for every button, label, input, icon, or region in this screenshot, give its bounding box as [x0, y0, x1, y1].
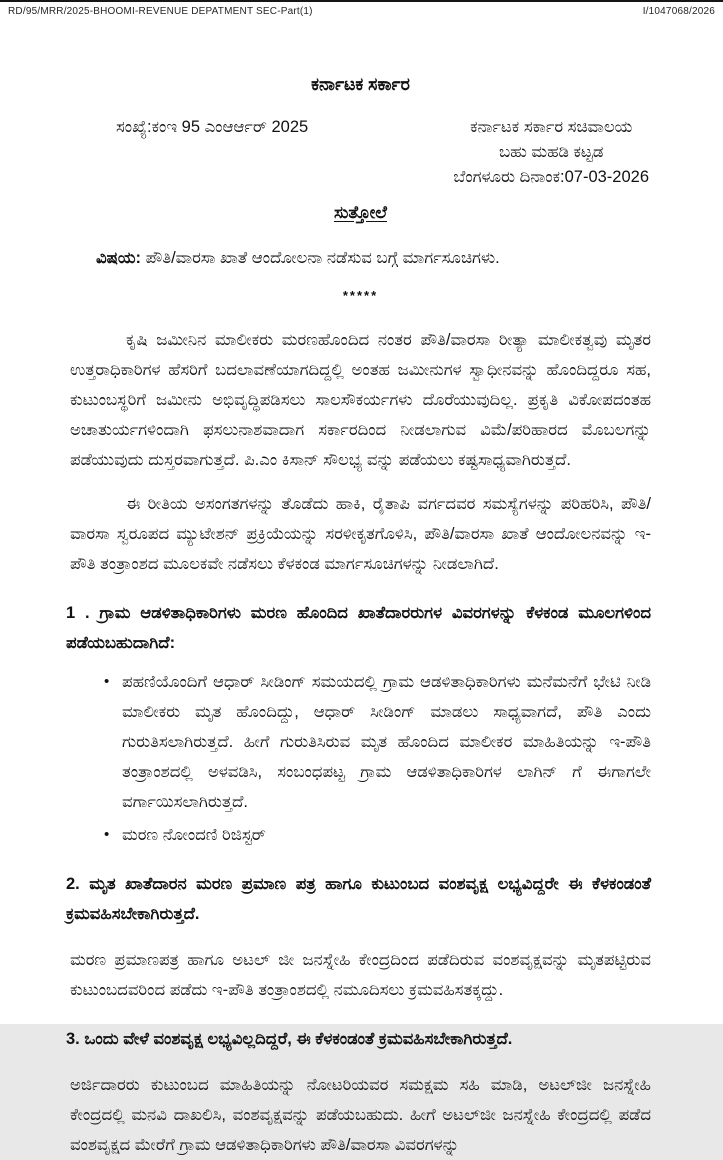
separator-stars: *****: [342, 288, 379, 303]
section-3-paragraph: ಅರ್ಜಿದಾರರು ಕುಟುಂಬದ ಮಾಹಿತಿಯನ್ನು ನೋಟರಿಯವರ ಸಮಕ್ಷಮ ಸಹಿ ಮಾಡಿ, ಅಟಲ್‌ಜೀ ಜನಸ್ನೇಹಿ ಕೇಂದ್ರದಲ್ಲಿ ಮನವಿ ದಾಖಲಿಸಿ, ವಂಶವೃಕ್ಷವನ್ನು ಪಡೆಯಬಹುದು. ಹೀಗೆ ಅಟಲ್‌ಜೀ ಜನಸ್ನೇಹಿ ಕೇಂದ್ರದಲ್ಲಿ ಪಡೆದ ವಂಶವೃಕ್ಷದ ಮೇರೆಗೆ ಗ್ರಾಮ ಆಡಳಿತಾಧಿಕಾರಿಗಳು ಪೌತಿ/ವಾರಸಾ ವಿವರಗಳನ್ನು: [70, 1076, 651, 1154]
subject-label: ವಿಷಯ:: [96, 249, 142, 267]
circular-number: ಸಂಖ್ಯೆ:ಕಂಇ 95 ಎಂಆರ್ಆರ್ 2025: [116, 118, 309, 136]
section-1-bullet-list: [70, 667, 651, 850]
office-line-2: ಬಹು ಮಹಡಿ ಕಟ್ಟಡ: [498, 143, 604, 161]
section-2-heading: 2. ಮೃತ ಖಾತೆದಾರನ ಮರಣ ಪ್ರಮಾಣ ಪತ್ರ ಹಾಗೂ ಕುಟುಂಬದ ವಂಶವೃಕ್ಷ ಲಭ್ಯವಿದ್ದರೇ ಈ ಕೆಳಕಂಡಂತೆ ಕ್ರಮವಹಿಸಬೇಕಾಗಿರುತ್ತದೆ.: [66, 875, 651, 923]
office-address-block: [453, 115, 651, 190]
letterhead-meta-row: [70, 115, 651, 190]
subject-line: [70, 243, 651, 273]
document-header-row: [0, 2, 723, 17]
section-3-heading: 3. ಒಂದು ವೇಳೆ ವಂಶವೃಕ್ಷ ಲಭ್ಯವಿಲ್ಲದಿದ್ದರೆ, ಈ ಕೆಳಕಂಡಂತೆ ಕ್ರಮವಹಿಸಬೇಕಾಗಿರುತ್ತದೆ.: [66, 1030, 513, 1048]
document-type-heading: ಸುತ್ತೋಲೆ: [333, 203, 387, 222]
paragraph-1: ಕೃಷಿ ಜಮೀನಿನ ಮಾಲೀಕರು ಮರಣಹೊಂದಿದ ನಂತರ ಪೌತಿ/ವಾರಸಾ ರೀತ್ಯಾ ಮಾಲೀಕತ್ವವು ಮೃತರ ಉತ್ತರಾಧಿಕಾರಿಗಳ ಹೆಸರಿಗೆ ಬದಲಾವಣೆಯಾಗದಿದ್ದಲ್ಲಿ ಅಂತಹ ಜಮೀನುಗಳ ಸ್ವಾಧೀನವನ್ನು ಹೊಂದಿದ್ದರೂ ಸಹ, ಕುಟುಂಬಸ್ಥರಿಗೆ ಜಮೀನು ಅಭಿವೃದ್ಧಿಪಡಿಸಲು ಸಾಲಸೌಕರ್ಯಗಳು ದೊರೆಯುವುದಿಲ್ಲ. ಪ್ರಕೃತಿ ವಿಕೋಪದಂತಹ ಅಚಾತುರ್ಯಗಳಿಂದಾಗಿ ಫಸಲುನಾಶವಾದಾಗ ಸರ್ಕಾರದಿಂದ ನೀಡಲಾಗುವ ವಿಮೆ/ಪರಿಹಾರದ ಮೊಬಲಗನ್ನು ಪಡೆಯುವುದು ದುಸ್ತರವಾಗುತ್ತದೆ. ಪಿ.ಎಂ ಕಿಸಾನ್ ಸೌಲಭ್ಯ ವನ್ನು ಪಡೆಯಲು ಕಷ್ಟಸಾಧ್ಯವಾಗಿರುತ್ತದೆ.: [70, 331, 651, 469]
paragraph-2: ಈ ರೀತಿಯ ಅಸಂಗತಗಳನ್ನು ತೊಡೆದು ಹಾಕಿ, ರೈತಾಪಿ ವರ್ಗದವರ ಸಮಸ್ಯೆಗಳನ್ನು ಪರಿಹರಿಸಿ, ಪೌತಿ/ವಾರಸಾ ಸ್ವರೂಪದ ಮ್ಯುಟೇಶನ್ ಪ್ರಕ್ರಿಯೆಯನ್ನು ಸರಳೀಕೃತಗೊಳಿಸಿ, ಪೌತಿ/ವಾರಸಾ ಖಾತೆ ಆಂದೋಲನವನ್ನು ಇ-ಪೌತಿ ತಂತ್ರಾಂಶದ ಮೂಲಕವೇ ನಡೆಸಲು ಕೆಳಕಂಡ ಮಾರ್ಗಸೂಚಿಗಳನ್ನು ನೀಡಲಾಗಿದೆ.: [70, 495, 651, 573]
file-reference: RD/95/MRR/2025-BHOOMI-REVENUE DEPATMENT SEC-Part(1): [8, 6, 313, 17]
section-1-heading: 1 . ಗ್ರಾಮ ಆಡಳಿತಾಧಿಕಾರಿಗಳು ಮರಣ ಹೊಂದಿದ ಖಾತೆದಾರರುಗಳ ವಿವರಗಳನ್ನು ಕೆಳಕಂಡ ಮೂಲಗಳಿಂದ ಪಡೆಯಬಹುದಾಗಿದೆ:: [66, 604, 651, 652]
subject-text: ಪೌತಿ/ವಾರಸಾ ಖಾತೆ ಆಂದೋಲನಾ ನಡೆಸುವ ಬಗ್ಗೆ ಮಾರ್ಗಸೂಚಿಗಳು.: [141, 249, 500, 267]
section-2-paragraph: ಮರಣ ಪ್ರಮಾಣಪತ್ರ ಹಾಗೂ ಅಟಲ್ ಜೀ ಜನಸ್ನೇಹಿ ಕೇಂದ್ರದಿಂದ ಪಡೆದಿರುವ ವಂಶವೃಕ್ಷವನ್ನು ಮೃತಪಟ್ಟಿರುವ ಕುಟುಂಬದವರಿಂದ ಪಡೆದು ಇ-ಪೌತಿ ತಂತ್ರಾಂಶದಲ್ಲಿ ನಮೂದಿಸಲು ಕ್ರಮವಹಿಸತಕ್ಕದ್ದು.: [70, 951, 651, 999]
government-title: ಕರ್ನಾಟಕ ಸರ್ಕಾರ: [311, 74, 410, 94]
document-body: [0, 73, 723, 1160]
bullet-item: • ಮರಣ ನೋಂದಣಿ ರಿಜಿಸ್ಟರ್: [120, 820, 651, 850]
document-id: I/1047068/2026: [642, 6, 715, 17]
office-line-1: ಕರ್ನಾಟಕ ಸರ್ಕಾರ ಸಚಿವಾಲಯ: [470, 118, 633, 136]
office-date-line: ಬೆಂಗಳೂರು ದಿನಾಂಕ:07-03-2026: [453, 168, 649, 186]
bullet-item: • ಪಹಣಿಯೊಂದಿಗೆ ಆಧಾರ್ ಸೀಡಿಂಗ್ ಸಮಯದಲ್ಲಿ ಗ್ರಾಮ ಆಡಳಿತಾಧಿಕಾರಿಗಳು ಮನೆಮನೆಗೆ ಭೇಟಿ ನೀಡಿ ಮಾಲೀಕರು ಮೃತ ಹೊಂದಿದ್ದು, ಆಧಾರ್ ಸೀಡಿಂಗ್ ಮಾಡಲು ಸಾಧ್ಯವಾಗದೆ, ಪೌತಿ ಎಂದು ಗುರುತಿಸಲಾಗಿರುತ್ತದೆ. ಹೀಗೆ ಗುರುತಿಸಿರುವ ಮೃತ ಹೊಂದಿದ ಮಾಲೀಕರ ಮಾಹಿತಿಯನ್ನು ಇ-ಪೌತಿ ತಂತ್ರಾಂಶದಲ್ಲಿ ಅಳವಡಿಸಿ, ಸಂಬಂಧಪಟ್ಟ ಗ್ರಾಮ ಆಡಳಿತಾಧಿಕಾರಿಗಳ ಲಾಗಿನ್ ಗೆ ಈಗಾಗಲೇ ವರ್ಗಾಯಿಸಲಾಗಿರುತ್ತದೆ.: [120, 667, 651, 817]
